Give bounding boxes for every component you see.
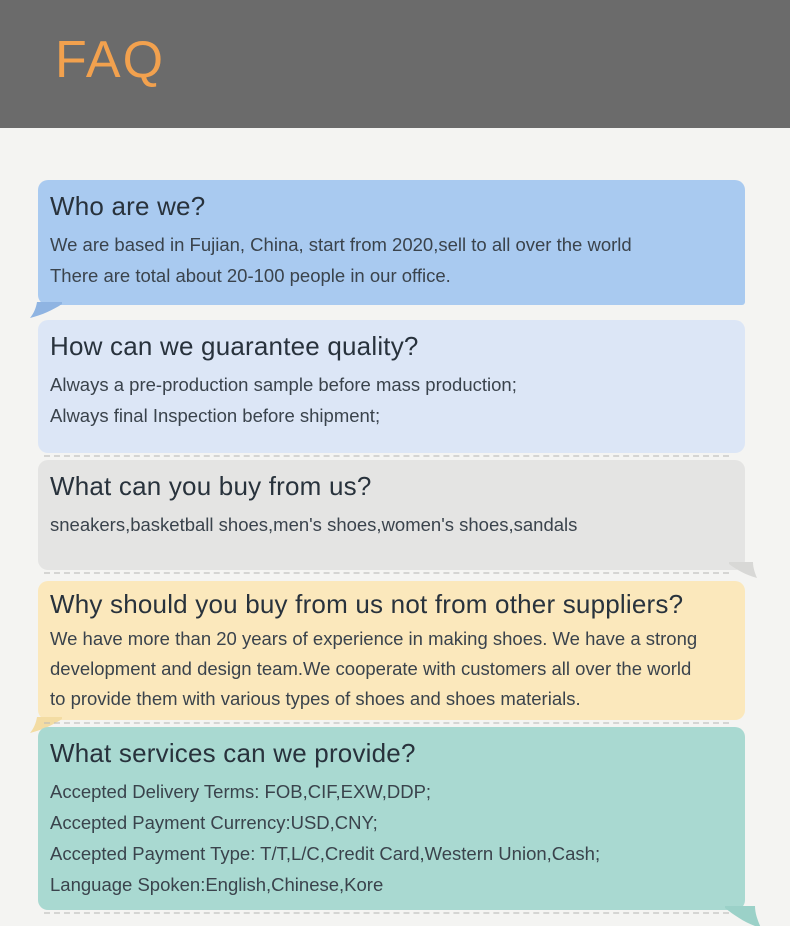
faq-question: What can you buy from us? — [50, 471, 372, 501]
faq-answer-line: Accepted Delivery Terms: FOB,CIF,EXW,DDP; — [50, 781, 432, 802]
faq-question: What services can we provide? — [50, 738, 416, 768]
faq-card-what-can-you-buy — [38, 460, 745, 570]
faq-answer-line: sneakers,basketball shoes,men's shoes,women's shoes,sandals — [50, 514, 578, 535]
faq-answer-line: Always final Inspection before shipment; — [50, 405, 381, 426]
faq-answer-line: Language Spoken:English,Chinese,Kore — [50, 874, 384, 895]
faq-list — [0, 128, 790, 910]
faq-answer-line: Accepted Payment Type: T/T,L/C,Credit Card,Western Union,Cash; — [50, 843, 601, 864]
faq-answer-line: We have more than 20 years of experience in making shoes. We have a strong — [50, 628, 698, 649]
bubble-tail — [729, 562, 757, 578]
page-title: FAQ — [55, 31, 166, 89]
faq-answer-line: to provide them with various types of shoes and shoes materials. — [50, 688, 581, 709]
faq-answer-line: There are total about 20-100 people in our office. — [50, 265, 451, 286]
faq-answer-line: Accepted Payment Currency:USD,CNY; — [50, 812, 378, 833]
faq-card-guarantee-quality — [38, 320, 745, 453]
bubble-tail — [30, 302, 62, 318]
page-header — [0, 0, 790, 128]
faq-question: Why should you buy from us not from other suppliers? — [50, 589, 684, 619]
faq-question: How can we guarantee quality? — [50, 331, 419, 361]
faq-card-why-buy-from-us — [38, 581, 745, 720]
faq-question: Who are we? — [50, 191, 206, 221]
faq-card-services — [38, 727, 745, 910]
faq-answer-line: We are based in Fujian, China, start from 2020,sell to all over the world — [50, 234, 632, 255]
bubble-tail — [725, 906, 761, 926]
faq-answer-line: Always a pre-production sample before mass production; — [50, 374, 517, 395]
faq-card-who-are-we — [38, 180, 745, 305]
faq-answer-line: development and design team.We cooperate with customers all over the world — [50, 658, 692, 679]
